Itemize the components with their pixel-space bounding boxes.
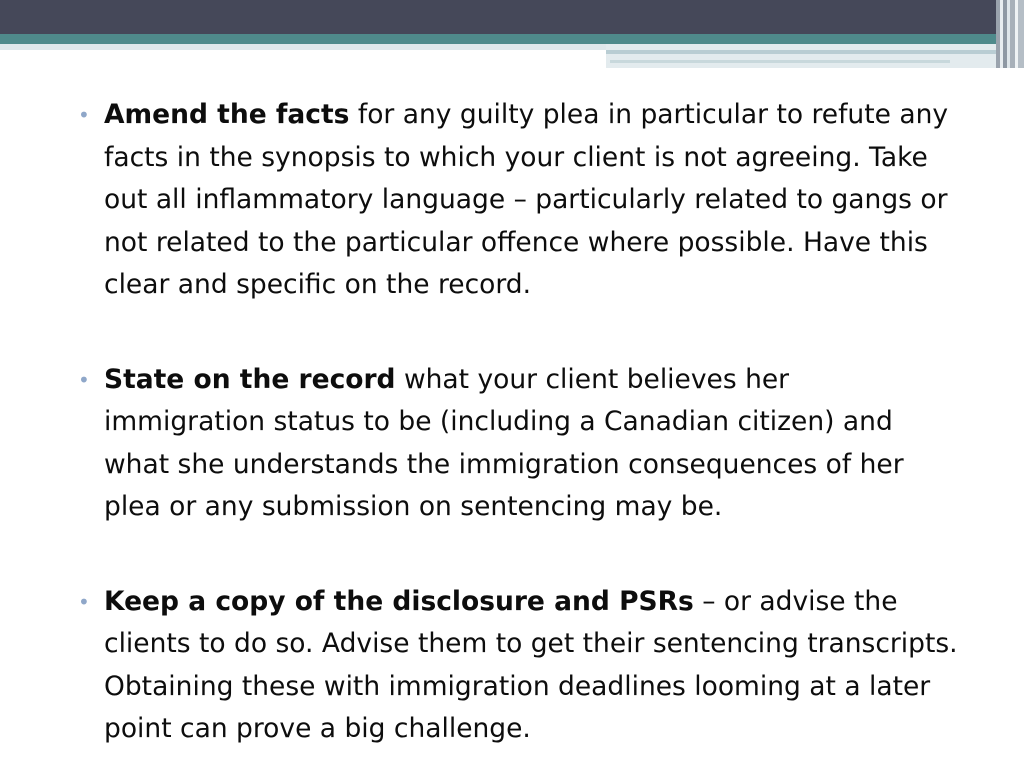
bullet-item-state-record (78, 359, 958, 529)
bullet-icon: • (78, 367, 90, 392)
bullet-lead: Amend the facts (104, 99, 350, 130)
header-thin-line (606, 50, 1024, 54)
bullet-item-amend-facts (78, 94, 958, 307)
bullet-text: what your client believes her immigration status to be (including a Canadian citizen) and what she understands the immigration consequences of her plea or any submission on sentencing may be. (104, 363, 904, 522)
header-light-block (606, 44, 1024, 68)
bullet-item-keep-copy (78, 581, 958, 751)
bullet-lead: Keep a copy of the disclosure and PSRs (104, 585, 694, 617)
header-thin-line-lower (610, 60, 950, 63)
bullet-icon: • (78, 589, 90, 614)
bullet-text: – or advise the clients to do so. Advise them to get their sentencing transcripts. Obtaining these with immigration deadlines looming at a later point can prove a big challenge. (104, 585, 958, 744)
bullet-icon: • (78, 103, 90, 127)
header-light-line (0, 44, 606, 50)
bullet-lead: State on the record (104, 363, 396, 395)
header-teal-bar (0, 34, 1024, 44)
bullet-list (78, 94, 958, 751)
bullet-text: for any guilty plea in particular to refute any facts in the synopsis to which your client is not agreeing. Take out all inflammatory language – particularly related to gangs or not related to the particular offence where possible. Have this clear and specific on the record. (104, 99, 949, 300)
header-corner-stripes (996, 0, 1024, 68)
header-dark-bar (0, 0, 1024, 34)
